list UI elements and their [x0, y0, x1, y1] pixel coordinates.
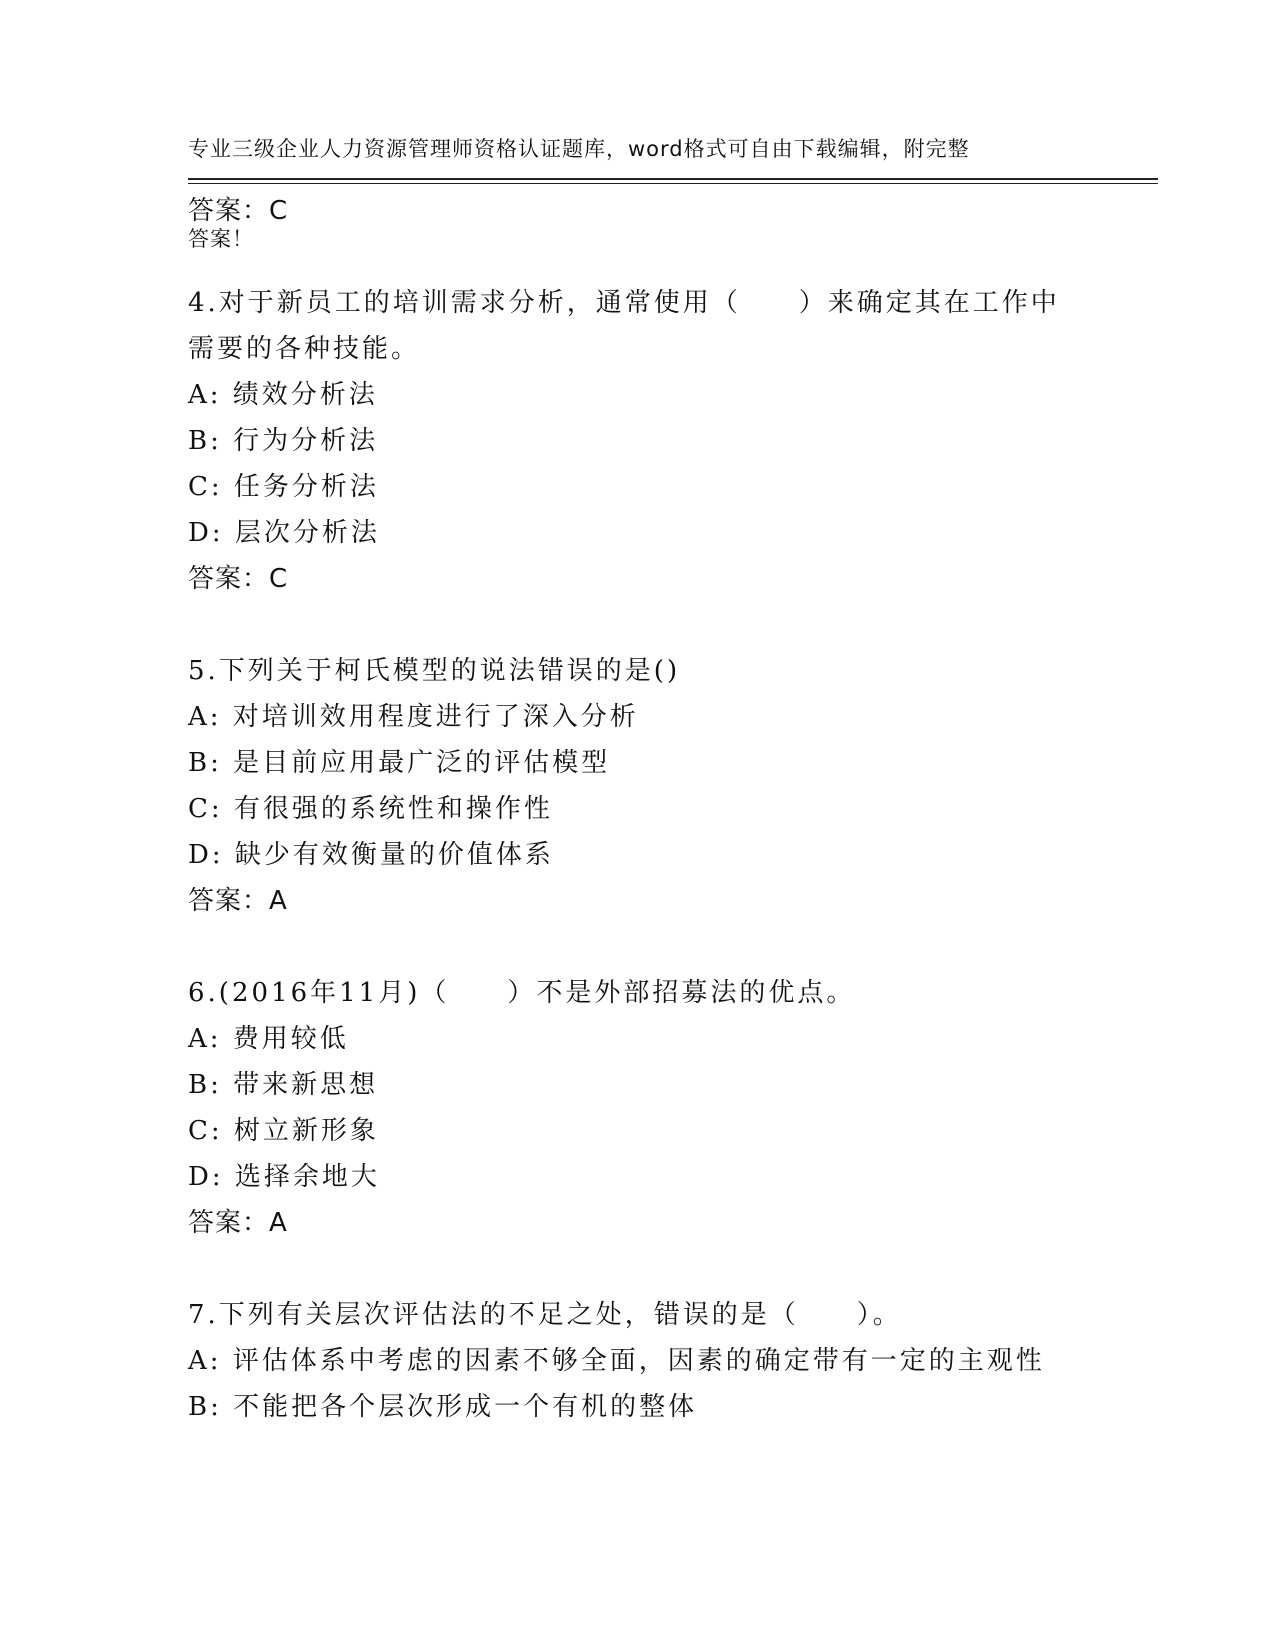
- option-b: B: 不能把各个层次形成一个有机的整体: [188, 1392, 698, 1422]
- header-line-1: 专业三级企业人力资源管理师资格认证题库，word格式可自由下载编辑，附完整: [188, 137, 970, 161]
- spacer: [188, 924, 1088, 970]
- header-line-2: 答案！: [188, 227, 254, 251]
- question-stem: 6.(2016年11月)（ ）不是外部招募法的优点。: [188, 978, 856, 1008]
- option-b: B: 是目前应用最广泛的评估模型: [188, 748, 611, 778]
- spacer: [188, 234, 1088, 280]
- question-5: [188, 648, 1088, 924]
- option-c: C: 有很强的系统性和操作性: [188, 794, 553, 824]
- question-6: [188, 970, 1088, 1246]
- header-rule: [188, 178, 1158, 180]
- question-stem: 4.对于新员工的培训需求分析，通常使用（ ）来确定其在工作中: [188, 288, 1060, 318]
- option-a: A: 评估体系中考虑的因素不够全面，因素的确定带有一定的主观性: [188, 1346, 1045, 1376]
- option-c: C: 树立新形象: [188, 1116, 379, 1146]
- question-stem: 5.下列关于柯氏模型的说法错误的是(): [188, 656, 681, 686]
- option-b: B: 带来新思想: [188, 1070, 379, 1100]
- question-4: [188, 280, 1088, 602]
- option-a: A: 对培训效用程度进行了深入分析: [188, 702, 639, 732]
- option-a: A: 绩效分析法: [188, 380, 378, 410]
- option-c: C: 任务分析法: [188, 472, 379, 502]
- spacer: [188, 1246, 1088, 1292]
- answer-line: 答案：A: [188, 886, 288, 916]
- question-7: [188, 1292, 1088, 1430]
- answer-line: 答案：C: [188, 196, 289, 226]
- option-d: D: 层次分析法: [188, 518, 380, 548]
- option-b: B: 行为分析法: [188, 426, 379, 456]
- spacer: [188, 602, 1088, 648]
- option-d: D: 缺少有效衡量的价值体系: [188, 840, 554, 870]
- question-stem-cont: 需要的各种技能。: [188, 334, 421, 364]
- header-rule-thin: [188, 183, 1158, 184]
- question-stem: 7.下列有关层次评估法的不足之处，错误的是（ ）。: [188, 1300, 902, 1330]
- answer-line: 答案：A: [188, 1208, 288, 1238]
- answer-line: 答案：C: [188, 564, 289, 594]
- option-d: D: 选择余地大: [188, 1162, 380, 1192]
- option-a: A: 费用较低: [188, 1024, 349, 1054]
- question-list: [188, 188, 1088, 1430]
